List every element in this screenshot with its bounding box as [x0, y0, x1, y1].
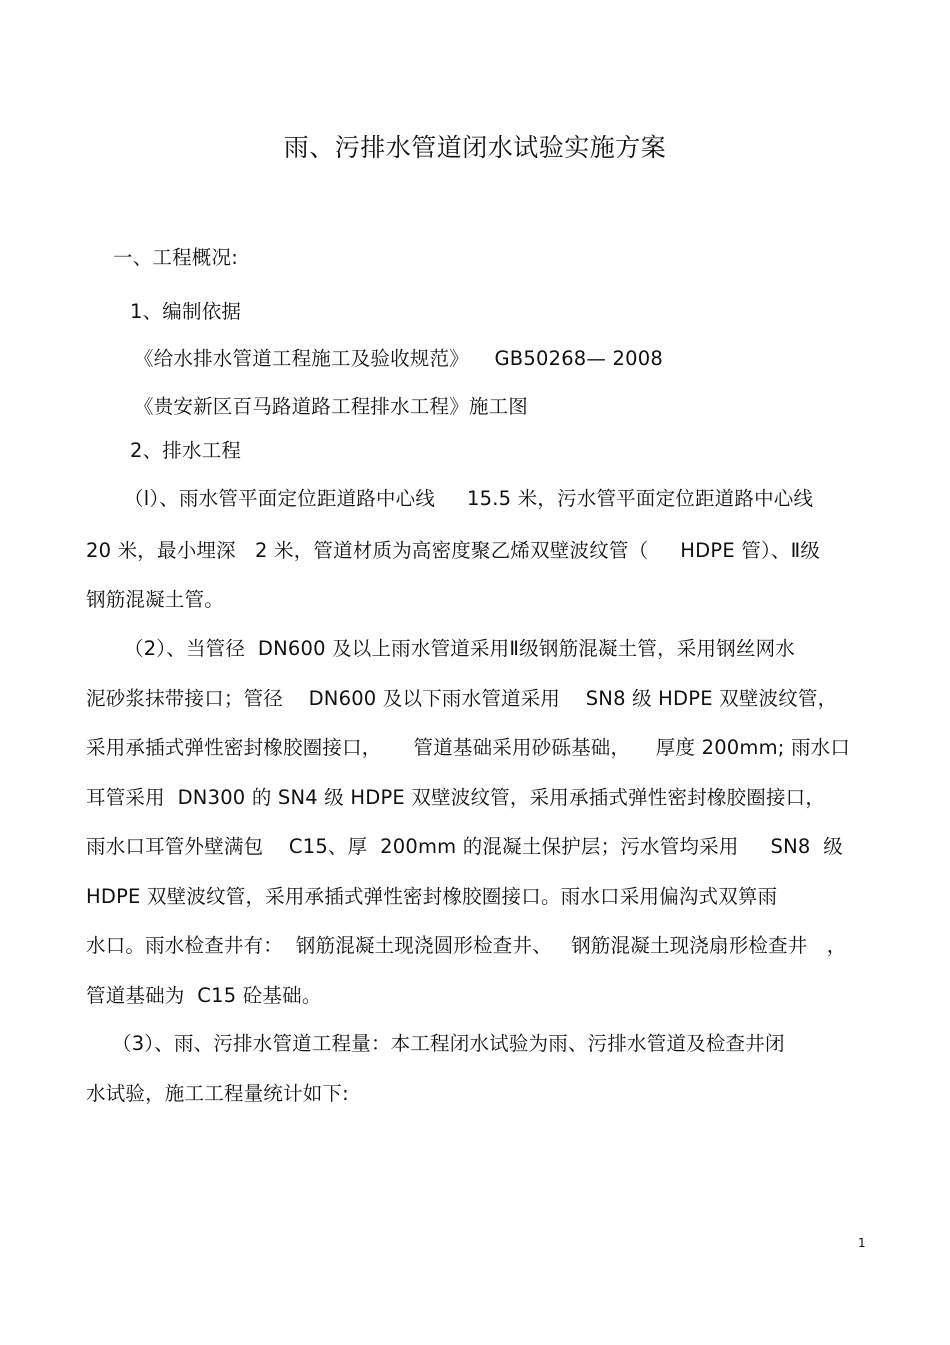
subsection-heading-drainage: 2、排水工程	[130, 439, 242, 462]
paragraph-2-line: HDPE 双壁波纹管，采用承插式弹性密封橡胶圈接口。雨水口采用偏沟式双箅雨	[86, 885, 778, 908]
paragraph-2-line: 耳管采用 DN300 的 SN4 级 HDPE 双壁波纹管，采用承插式弹性密封橡胶圈接口，	[86, 786, 826, 809]
paragraph-2-line: 泥砂浆抹带接口；管径 DN600 及以下雨水管道采用 SN8 级 HDPE 双壁波纹管，	[86, 687, 838, 710]
document-title: 雨、污排水管道闭水试验实施方案	[283, 133, 667, 162]
paragraph-1-line: 钢筋混凝土管。	[86, 588, 224, 611]
subsection-heading-basis: 1、编制依据	[130, 300, 242, 323]
section-heading-overview: 一、工程概况:	[113, 246, 238, 269]
reference-drawing: 《贵安新区百马路道路工程排水工程》施工图	[134, 395, 529, 418]
paragraph-3-line: 水试验，施工工程量统计如下:	[86, 1082, 349, 1105]
paragraph-2-line: 水口。雨水检查井有： 钢筋混凝土现浇圆形检查井、 钢筋混凝土现浇扇形检查井 ，	[86, 934, 847, 957]
paragraph-3-line: （3）、雨、污排水管道工程量：本工程闭水试验为雨、污排水管道及检查井闭	[112, 1032, 785, 1055]
paragraph-2-line: 雨水口耳管外壁满包 C15、厚 200mm 的混凝土保护层；污水管均采用 SN8 级	[86, 835, 843, 858]
paragraph-2-line: （2）、当管径 DN600 及以上雨水管道采用Ⅱ级钢筋混凝土管，采用钢丝网水	[124, 637, 795, 660]
paragraph-2-line: 管道基础为 C15 砼基础。	[86, 984, 322, 1007]
reference-standard: 《给水排水管道工程施工及验收规范》 GB50268— 2008	[134, 347, 663, 370]
paragraph-2-line: 采用承插式弹性密封橡胶圈接口， 管道基础采用砂砾基础， 厚度 200mm; 雨水口	[86, 736, 851, 759]
paragraph-1-line: 20 米，最小埋深 2 米，管道材质为高密度聚乙烯双壁波纹管（ HDPE 管）、Ⅱ级	[86, 539, 821, 562]
paragraph-1-line: （l）、雨水管平面定位距道路中心线 15.5 米，污水管平面定位距道路中心线	[124, 487, 814, 510]
page-number: 1	[858, 1236, 866, 1250]
